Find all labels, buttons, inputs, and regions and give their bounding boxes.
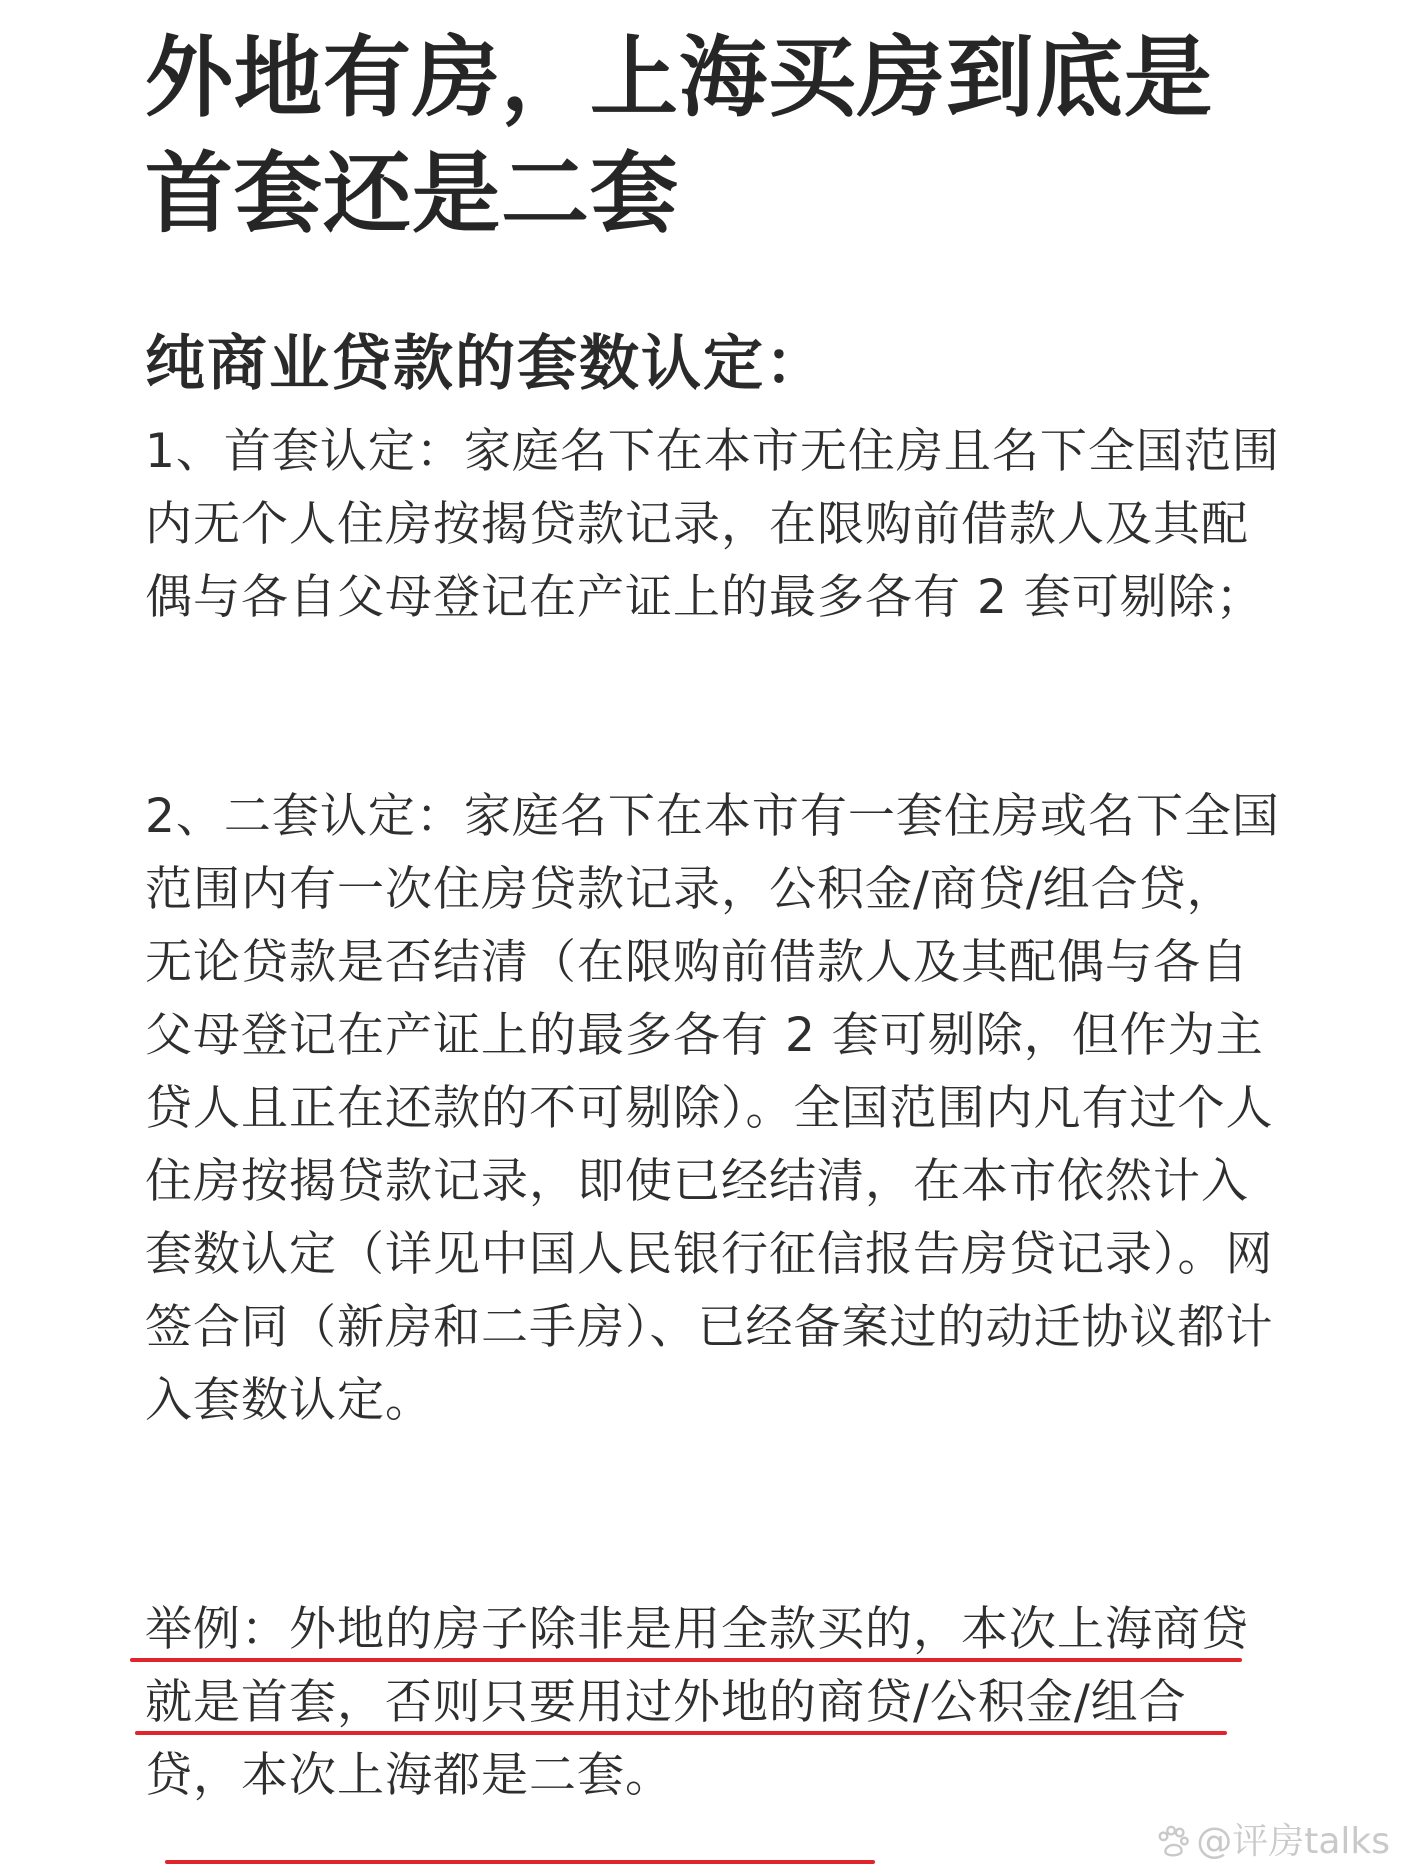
watermark-text: @评房talks [1196,1821,1390,1862]
red-underline-3 [165,1860,875,1864]
paragraph-first-home: 1、首套认定：家庭名下在本市无住房且名下全国范围内无个人住房按揭贷款记录，在限购前借款人及其配偶与各自父母登记在产证上的最多各有 2 套可剔除； [145,424,1280,625]
red-underline-1 [130,1658,1242,1662]
paragraph-example: 举例：外地的房子除非是用全款买的，本次上海商贷就是首套，否则只要用过外地的商贷/公积金/组合贷，本次上海都是二套。 [145,1602,1249,1803]
paragraph-second-home: 2、二套认定：家庭名下在本市有一套住房或名下全国范围内有一次住房贷款记录，公积金/商贷/组合贷，无论贷款是否结清（在限购前借款人及其配偶与各自父母登记在产证上的最多各有 2 套可剔除，但作为主贷人且正在还款的不可剔除）。全国范围内凡有过个人住房按揭贷款记录，即使已经结清，在本市依然计入套数认定（详见中国人民银行征信报告房贷记录）。网签合同（新房和二手房）、已经备案过的动迁协议都计入套数认定。 [145,789,1280,1428]
watermark [1154,1820,1390,1864]
red-underline-2 [135,1731,1227,1735]
page-title: 外地有房，上海买房到底是首套还是二套 [145,26,1214,245]
paw-icon [1154,1823,1192,1861]
section-heading: 纯商业贷款的套数认定： [145,329,827,399]
